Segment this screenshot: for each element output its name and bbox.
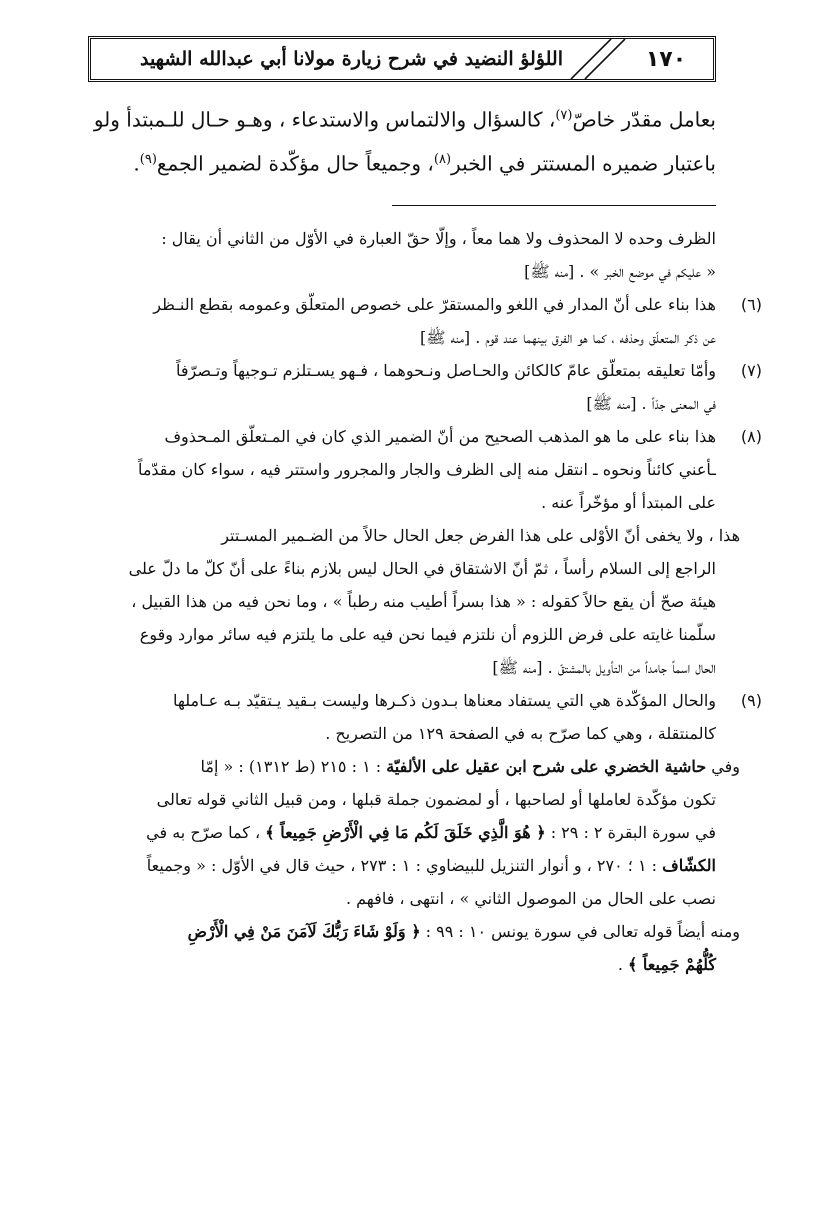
footnote-line: هيئة صحّ أن يقع حالاً كقوله : « هذا بسراً أطيب منه رطباً » ، وما نحن فيه من هذا القبيل ، [131, 592, 716, 611]
quran-verse: ﴿ وَلَوْ شَاءَ رَبُّكَ لَآمَنَ مَنْ فِي الْأَرْضِ [187, 922, 421, 941]
header-divider-icon [553, 39, 653, 79]
footnote-line: في المعنى جدّاً . [منه ﷺ] [586, 394, 716, 413]
footnote-ref-7[interactable]: (٧) [555, 108, 573, 123]
footnotes [86, 222, 762, 981]
footnote-line: ومنه أيضاً قوله تعالى في سورة يونس ١٠ : ٩٩ : ﴿ وَلَوْ شَاءَ رَبُّكَ لَآمَنَ مَنْ فِي الْأَرْضِ [187, 922, 740, 941]
footnote-line: في سورة البقرة ٢ : ٢٩ : ﴿ هُوَ الَّذِي خَلَقَ لَكُم مَا فِي الْأَرْضِ جَمِيعاً ﴾ ، كما صرّح به في [146, 823, 716, 842]
footnote-ref-8[interactable]: (٨) [433, 151, 452, 167]
book-title: الكشّاف [662, 856, 716, 875]
footnote-continuation-line: « عليكم في موضع الخبر » . [منه ﷺ] [524, 262, 716, 281]
footnote-line: هذا بناء على ما هو المذهب الصحيح من أنّ الضمير الذي كان في المـتعلّق المـحذوف [164, 427, 716, 446]
main-line-1: بعامل مقدّر خاصّ$^{(٧)}$، كالسؤال والالتماس والاستدعاء ، وهـو حـال للـمبتدأ ولو [93, 107, 716, 132]
footnote-number: (٦) [740, 295, 762, 314]
footnote-line: الكشّاف : ١ ؛ ٢٧٠ ، و أنوار التنزيل للبيضاوي : ١ : ٢٧٣ ، حيث قال في الأوّل : « وجميعاً [146, 856, 716, 875]
footnote-8 [86, 420, 762, 519]
footnote-line: هذا ، ولا يخفى أنّ الأوْلى على هذا الفرض جعل الحال حالاً من الضـمير المسـتتر [221, 526, 740, 545]
book-title: حاشية الخضري على شرح ابن عقيل على الألفيّة [386, 757, 707, 776]
footnote-line: كُلُّهُمْ جَمِيعاً ﴾ . [617, 955, 716, 974]
footnote-line: وفي حاشية الخضري على شرح ابن عقيل على الألفيّة : ١ : ٢١٥ (ط ١٣١٢) : « إمّا [200, 757, 740, 776]
footnote-line: ـأعني كائناً ونحوه ـ انتقل منه إلى الظرف والجار والمجرور واستتر فيه ، سواء كان مقدّماً [137, 460, 716, 479]
page-header [88, 36, 716, 82]
footnote-number: (٩) [740, 691, 762, 710]
footnote-line: سلّمنا غايته على فرض اللزوم أن نلتزم فيما نحن فيه على ما يلتزم فيه سائر موارد وقوع [139, 625, 716, 644]
footnote-line: والحال المؤكّدة هي التي يستفاد معناها بـدون ذكـرها وليست بـقيد يـتقيّد بـه عـاملها [172, 691, 716, 710]
footnote-ref-9[interactable]: (٩) [139, 151, 157, 167]
footnote-line: الحال اسماً جامداً من التأويل بالمشتقّ . [منه ﷺ] [492, 658, 716, 677]
footnote-continuation-line: الظرف وحده لا المحذوف ولا هما معاً ، وإلّا حقّ العبارة في الأوّل من الثاني أن يقال : [161, 229, 716, 248]
main-line-2: باعتبار ضميره المستتر في الخبر$^{(٨)}$، وجميعاً حال مؤكّدة لضمير الجمع$^{(٩)}$. [133, 151, 716, 176]
footnote-line: الراجع إلى السلام رأساً ، ثمّ أنّ الاشتقاق في الحال ليس بلازم بناءً على أنّ كلّ ما دلّ على [128, 559, 716, 578]
footnote-7 [86, 354, 762, 420]
footnote-line: على المبتدأ أو مؤخّراً عنه . [541, 493, 716, 512]
footnote-line: كالمنتقلة ، وهي كما صرّح به في الصفحة ١٢٩ من التصريح . [325, 724, 716, 743]
footnote-line: تكون مؤكّدة لعاملها أو لصاحبها ، أو لمضمون جملة قبلها ، ومن قبيل الثاني قوله تعالى [156, 790, 716, 809]
page-number: ١٧٠ [645, 46, 687, 72]
running-title: اللؤلؤ النضيد في شرح زيارة مولانا أبي عبدالله الشهيد [139, 48, 563, 70]
footnote-6 [86, 288, 762, 354]
footnote-line: نصب على الحال من الموصول الثاني » ، انتهى ، فافهم . [345, 889, 716, 908]
footnote-line: عن ذكر المتعلّق وحذفه ، كما هو الفرق بينهما عند قوم . [منه ﷺ] [419, 328, 716, 347]
quran-verse: ﴿ هُوَ الَّذِي خَلَقَ لَكُم مَا فِي الْأَرْضِ جَمِيعاً ﴾ [265, 823, 546, 842]
main-text [86, 96, 716, 183]
footnote-number: (٨) [740, 427, 762, 446]
footnote-9 [86, 684, 762, 750]
quran-verse: كُلُّهُمْ جَمِيعاً ﴾ [627, 955, 716, 974]
footnote-line: هذا بناء على أنّ المدار في اللغو والمستقرّ على خصوص المتعلّق وعمومه بقطع النـظر [153, 295, 716, 314]
footnote-number: (٧) [740, 361, 762, 380]
footnote-line: وأمّا تعليقه بمتعلّق عامّ كالكائن والحـاصل ونـحوهما ، فـهو يسـتلزم تـوجيهاً وتـصرّفاً [175, 361, 716, 380]
footnote-separator [392, 205, 716, 206]
